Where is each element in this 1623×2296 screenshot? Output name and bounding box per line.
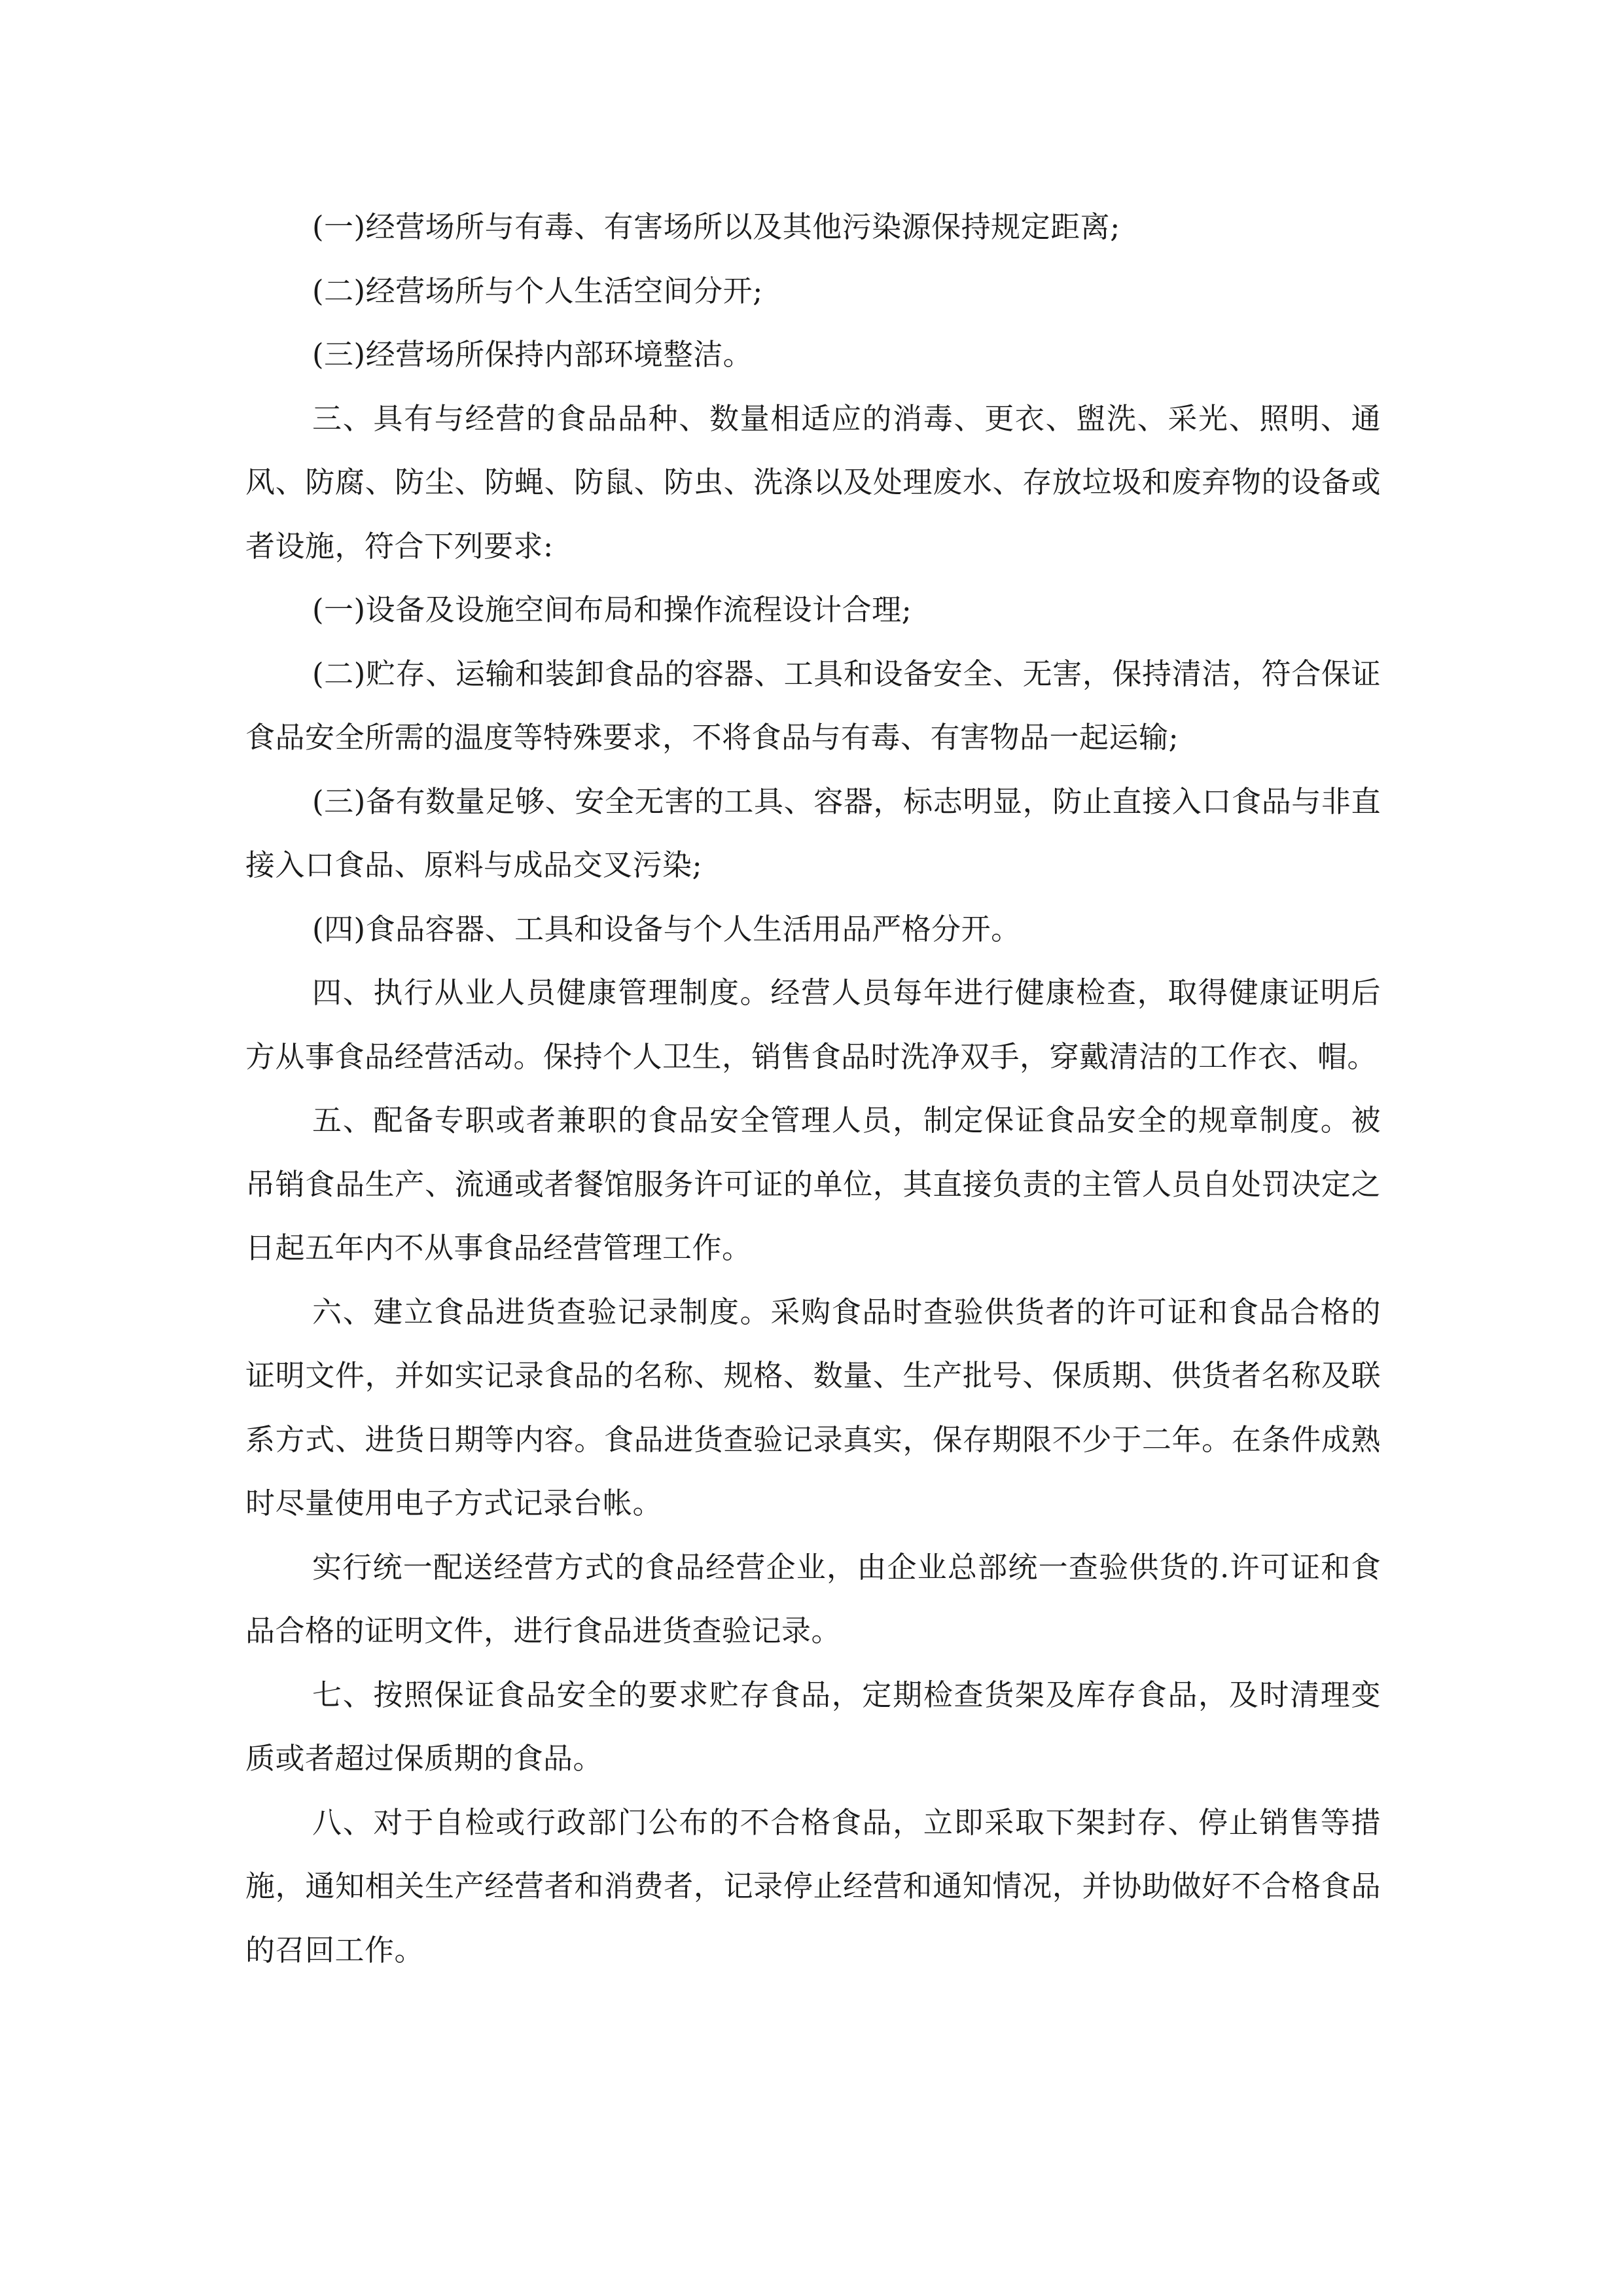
document-body <box>245 195 1381 1982</box>
paragraph-1: (一)经营场所与有毒、有害场所以及其他污染源保持规定距离; <box>312 209 1120 244</box>
paragraph-12: 实行统一配送经营方式的食品经营企业，由企业总部统一查验供货的.许可证和食品合格的证明文件，进行食品进货查验记录。 <box>245 1549 1381 1648</box>
paragraph-2: (二)经营场所与个人生活空间分开; <box>312 273 763 308</box>
paragraph-10: 五、配备专职或者兼职的食品安全管理人员，制定保证食品安全的规章制度。被吊销食品生产、流通或者餐馆服务许可证的单位，其直接负责的主管人员自处罚决定之日起五年内不从事食品经营管理工作。 <box>245 1103 1381 1265</box>
paragraph-6: (二)贮存、运输和装卸食品的容器、工具和设备安全、无害，保持清洁，符合保证食品安全所需的温度等特殊要求，不将食品与有毒、有害物品一起运输; <box>245 656 1381 755</box>
paragraph-11: 六、建立食品进货查验记录制度。采购食品时查验供货者的许可证和食品合格的证明文件，并如实记录食品的名称、规格、数量、生产批号、保质期、供货者名称及联系方式、进货日期等内容。食品进货查验记录真实，保存期限不少于二年。在条件成熟时尽量使用电子方式记录台帐。 <box>245 1294 1381 1520</box>
paragraph-8: (四)食品容器、工具和设备与个人生活用品严格分开。 <box>312 911 1021 946</box>
paragraph-4: 三、具有与经营的食品品种、数量相适应的消毒、更衣、盥洗、采光、照明、通风、防腐、防尘、防蝇、防鼠、防虫、洗涤以及处理废水、存放垃圾和废弃物的设备或者设施，符合下列要求: <box>245 401 1381 564</box>
paragraph-5: (一)设备及设施空间布局和操作流程设计合理; <box>312 592 912 627</box>
paragraph-13: 七、按照保证食品安全的要求贮存食品，定期检查货架及库存食品，及时清理变质或者超过保质期的食品。 <box>245 1677 1381 1776</box>
paragraph-7: (三)备有数量足够、安全无害的工具、容器，标志明显，防止直接入口食品与非直接入口食品、原料与成品交叉污染; <box>245 783 1381 882</box>
paragraph-9: 四、执行从业人员健康管理制度。经营人员每年进行健康检查，取得健康证明后方从事食品经营活动。保持个人卫生，销售食品时洗净双手，穿戴清洁的工作衣、帽。 <box>245 975 1381 1074</box>
paragraph-3: (三)经营场所保持内部环境整洁。 <box>312 337 753 372</box>
paragraph-14: 八、对于自检或行政部门公布的不合格食品，立即采取下架封存、停止销售等措施，通知相关生产经营者和消费者，记录停止经营和通知情况，并协助做好不合格食品的召回工作。 <box>245 1804 1381 1967</box>
